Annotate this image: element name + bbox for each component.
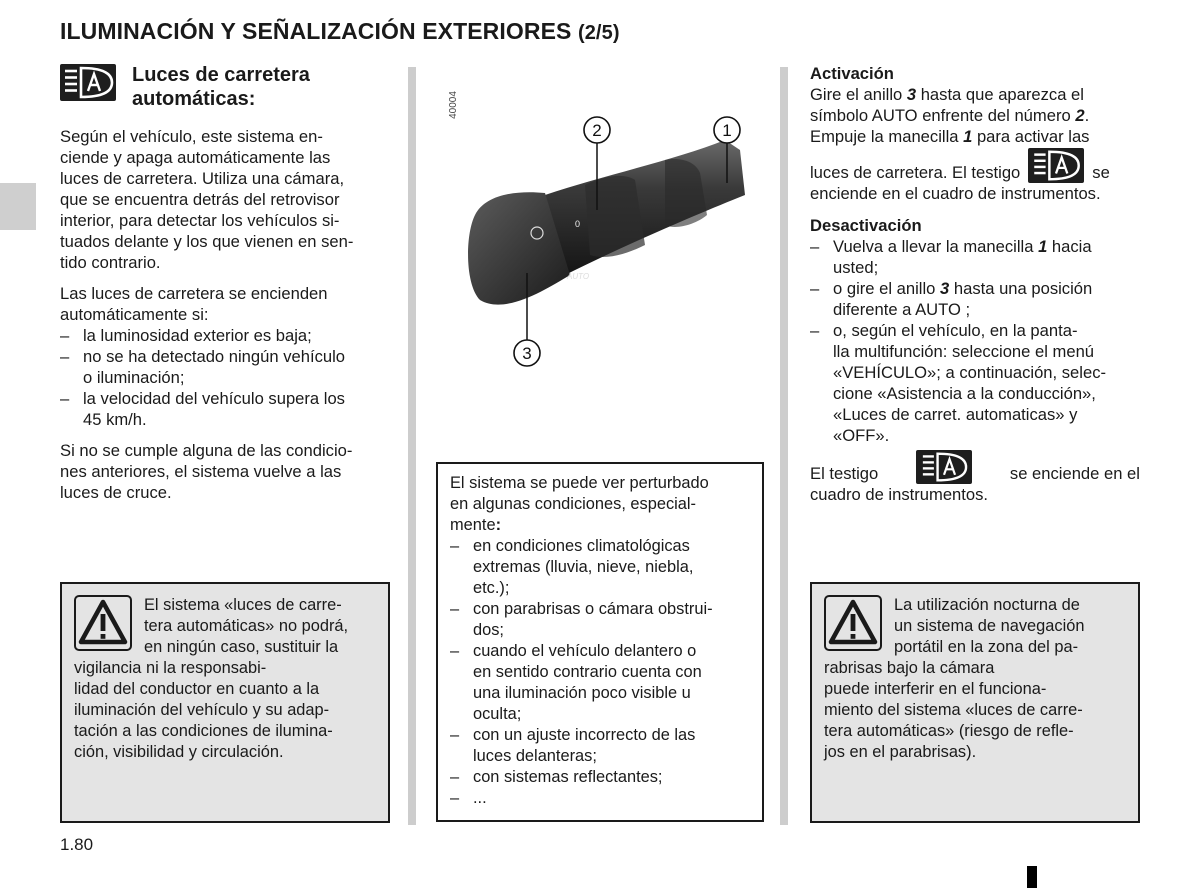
text-fragment: El testigo (810, 464, 879, 483)
ring-number: 2 (1075, 106, 1085, 125)
text-line: tuados delante y los que vienen en sen- (60, 232, 354, 251)
text-line (450, 515, 750, 536)
text-fragment: símbolo AUTO enfrente del número (810, 106, 1076, 125)
text-line: con un ajuste incorrecto de las (473, 726, 696, 744)
text-line: tera automáticas» (riesgo de refle- (824, 722, 1074, 740)
thumb-index-marker (1027, 866, 1037, 888)
text-line: con sistemas reflectantes; (473, 768, 663, 786)
text-line: que se encuentra detrás del retrovisor (60, 190, 340, 209)
auto-high-beam-icon (1028, 148, 1084, 183)
section-heading (60, 64, 390, 126)
text-line: extremas (lluvia, nieve, niebla, (473, 558, 694, 576)
stalk-number: 1 (963, 127, 973, 146)
text-line: tera automáticas» no podrá, (144, 617, 349, 635)
text-line: La utilización nocturna de (894, 596, 1080, 614)
text-line: rabrisas bajo la cámara (824, 659, 995, 677)
text-fragment: luces de carretera. El testigo (810, 163, 1021, 182)
text-fragment: se enciende en el (1009, 464, 1140, 483)
text-line: miento del sistema «luces de carre- (824, 701, 1083, 719)
text-line: interior, para detectar los vehículos si- (60, 211, 340, 230)
warning-triangle-icon (824, 595, 882, 651)
list-item: – o gire el anillo 3 hasta una posición diferente a AUTO ; (810, 278, 1140, 320)
stalk-number: 1 (1038, 237, 1048, 256)
section-heading-line: automáticas: (132, 88, 256, 110)
text-line: El sistema se puede ver perturbado (450, 474, 709, 492)
text-line: diferente a AUTO ; (833, 300, 971, 319)
text-line: en algunas condiciones, especial- (450, 495, 697, 513)
list-item: – con un ajuste incorrecto de las luces delanteras; (450, 725, 750, 767)
text-line: en condiciones climatológicas (473, 537, 690, 555)
text-line: dos; (473, 621, 504, 639)
list-item: – la velocidad del vehículo supera los 45 km/h. (60, 388, 390, 430)
text-line: Las luces de carretera se encienden (60, 284, 328, 303)
auto-high-beam-icon (60, 64, 116, 101)
text-line: ción, visibilidad y circulación. (74, 743, 284, 761)
text-line: automáticamente si: (60, 305, 209, 324)
note-text (450, 473, 750, 809)
callout-label: 1 (722, 121, 732, 140)
light-stalk-illustration (425, 65, 770, 510)
text-line (810, 84, 1140, 105)
condition-list (60, 325, 390, 430)
text-line: luces de carretera. Utiliza una cámara, (60, 169, 345, 188)
text-line: un sistema de navegación (894, 617, 1085, 635)
list-item: – en condiciones climatológicas extremas (lluvia, nieve, niebla, etc.); (450, 536, 750, 599)
list-item: – ... (450, 788, 750, 809)
list-item: – Vuelva a llevar la manecilla 1 hacia usted; (810, 236, 1140, 278)
activation-heading: Activación (810, 64, 894, 83)
text-line: usted; (833, 258, 879, 277)
text-line: Según el vehículo, este sistema en- (60, 127, 323, 146)
text-line: lidad del conductor en cuanto a la (74, 680, 320, 698)
text-line: la luminosidad exterior es baja; (83, 326, 312, 345)
text-line: la velocidad del vehículo supera los (83, 389, 345, 408)
text-line: cuadro de instrumentos. (810, 485, 989, 504)
text-fragment: Empuje la manecilla (810, 127, 964, 146)
stalk-body (545, 140, 745, 275)
text-line: 45 km/h. (83, 410, 147, 429)
text-line: «Luces de carret. automaticas» y (833, 405, 1078, 424)
text-fragment: para activar las (972, 127, 1090, 146)
text-line: en sentido contrario cuenta con (473, 663, 702, 681)
text-fragment: Gire el anillo (810, 85, 907, 104)
text-line: etc.); (473, 579, 510, 597)
text-line: iluminación del vehículo y su adap- (74, 701, 330, 719)
text-line: o, según el vehículo, en la panta- (833, 321, 1078, 340)
activation-paragraph (810, 84, 1140, 204)
paragraph (60, 440, 390, 503)
text-line: Si no se cumple alguna de las condicio- (60, 441, 353, 460)
deactivation-heading: Desactivación (810, 216, 922, 235)
text-fragment: hasta una posición (949, 279, 1093, 298)
condition-list (450, 536, 750, 809)
text-fragment: hacia (1047, 237, 1092, 256)
left-column (60, 64, 390, 513)
callout-label: 3 (522, 344, 532, 363)
text-line (810, 450, 1140, 484)
page-title-part: (2/5) (577, 22, 620, 44)
note-box (436, 462, 764, 822)
callout-label: 2 (592, 121, 602, 140)
right-column (810, 63, 1140, 505)
chapter-edge-tab (0, 183, 36, 230)
page-title (60, 18, 620, 45)
text-fragment: mente (450, 516, 496, 534)
text-line: puede interferir en el funciona- (824, 680, 1047, 698)
text-fragment: hasta que aparezca el (916, 85, 1084, 104)
list-item: – con parabrisas o cámara obstrui- dos; (450, 599, 750, 641)
callout-3 (514, 340, 540, 366)
text-fragment: . (1084, 106, 1090, 125)
text-line: ciende y apaga automáticamente las (60, 148, 331, 167)
warning-box (810, 582, 1140, 823)
paragraph (60, 126, 390, 273)
ring-number: 3 (940, 279, 950, 298)
list-item: – la luminosidad exterior es baja; (60, 325, 390, 346)
text-fragment: o gire el anillo (833, 279, 941, 298)
text-line: El sistema «luces de carre- (144, 596, 342, 614)
testigo-paragraph (810, 450, 1140, 505)
text-line: cione «Asistencia a la conducción», (833, 384, 1096, 403)
stalk-zero-label: 0 (575, 219, 581, 229)
auto-high-beam-icon (916, 450, 972, 484)
text-line: o iluminación; (83, 368, 185, 387)
callout-1 (714, 117, 740, 143)
text-line: jos en el parabrisas). (824, 743, 977, 761)
section-heading-line: Luces de carretera (132, 64, 310, 86)
text-line: «OFF». (833, 426, 890, 445)
text-line: vigilancia ni la responsabi- (74, 659, 267, 677)
list-item: – no se ha detectado ningún vehículo o iluminación; (60, 346, 390, 388)
text-line: no se ha detectado ningún vehículo (83, 347, 346, 366)
list-item: – cuando el vehículo delantero o en sentido contrario cuenta con una iluminación poco visible u oculta; (450, 641, 750, 725)
column-separator-left (408, 67, 416, 825)
text-line (810, 126, 1140, 147)
text-line: «VEHÍCULO»; a continuación, selec- (833, 363, 1107, 382)
text-line: ... (473, 789, 487, 807)
text-line: oculta; (473, 705, 522, 723)
text-fragment: se (1092, 163, 1110, 182)
page-number: 1.80 (60, 835, 94, 854)
figure-reference-code: 40004 (448, 91, 459, 119)
text-line: luces delanteras; (473, 747, 597, 765)
stalk-ring-3 (585, 176, 645, 257)
text-line (810, 105, 1140, 126)
column-separator-right (780, 67, 788, 825)
deactivation-list (810, 236, 1140, 446)
text-fragment: Vuelva a llevar la manecilla (833, 237, 1039, 256)
text-line: enciende en el cuadro de instrumentos. (810, 184, 1101, 203)
text-line: cuando el vehículo delantero o (473, 642, 697, 660)
stalk-auto-label: AUTO (567, 272, 590, 281)
text-line: con parabrisas o cámara obstrui- (473, 600, 713, 618)
text-line: luces de cruce. (60, 483, 172, 502)
text-line: una iluminación poco visible u (473, 684, 691, 702)
text-fragment: : (495, 516, 502, 534)
text-line: tido contrario. (60, 253, 161, 272)
warning-box (60, 582, 390, 823)
text-line: nes anteriores, el sistema vuelve a las (60, 462, 342, 481)
list-item: – con sistemas reflectantes; (450, 767, 750, 788)
text-line: portátil en la zona del pa- (894, 638, 1079, 656)
text-line (810, 148, 1140, 183)
text-line: en ningún caso, sustituir la (144, 638, 339, 656)
warning-triangle-icon (74, 595, 132, 651)
list-item: – o, según el vehículo, en la panta- lla multifunción: seleccione el menú «VEHÍCULO»; a continuación, selec- cione «Asistencia a la conducción», «Luces de carret. automaticas» y «OFF». (810, 320, 1140, 446)
paragraph (60, 283, 390, 430)
text-line: tación a las condiciones de ilumina- (74, 722, 333, 740)
text-line: lla multifunción: seleccione el menú (833, 342, 1095, 361)
callout-2 (584, 117, 610, 143)
ring-number: 3 (906, 85, 917, 104)
page-title-text: ILUMINACIÓN Y SEÑALIZACIÓN EXTERIORES (60, 18, 572, 44)
